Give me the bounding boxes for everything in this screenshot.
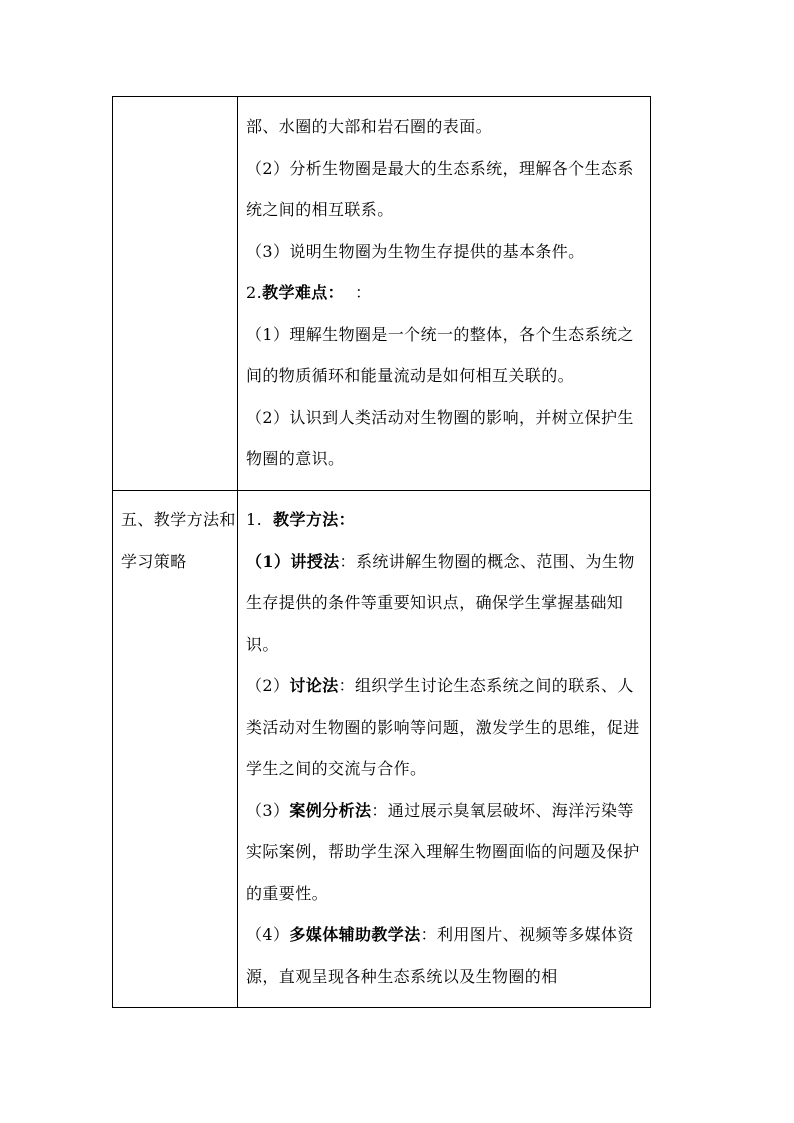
paragraph: （3）说明生物圈为生物生存提供的基本条件。	[246, 241, 585, 261]
paragraph: 部、水圈的大部和岩石圈的表面。	[246, 117, 493, 136]
item-rest: ：组织学生讨论生态系统之间的联系、人类活动对生物圈的影响等问题，激发学生的思维，促进学生之间的交流与合作。	[246, 676, 640, 778]
heading-number: 2.	[246, 283, 263, 302]
left-cell-text	[113, 97, 237, 105]
left-cell-section-title	[113, 491, 238, 1008]
lesson-plan-table	[112, 96, 651, 1008]
item-prefix: （2）	[246, 676, 290, 695]
method-item	[246, 541, 644, 666]
section-title: 五、教学方法和学习策略	[121, 510, 236, 571]
item-rest: ：系统讲解生物圈的概念、范围、为生物生存提供的条件等重要知识点，确保学生掌握基础知识。	[246, 551, 635, 654]
item-prefix: 1.	[246, 510, 274, 529]
heading-rest: ：	[344, 283, 372, 302]
table-row	[113, 491, 651, 1008]
right-cell-methods	[238, 491, 651, 1008]
table-row	[113, 97, 651, 491]
item-bold: 案例分析法	[289, 800, 372, 820]
heading-bold: 教学难点：	[262, 283, 345, 302]
item-prefix: （4）	[246, 925, 290, 944]
item-rest: ：通过展示臭氧层破坏、海洋污染等实际案例，帮助学生深入理解生物圈面临的问题及保护的重要性。	[246, 800, 640, 903]
method-item	[246, 790, 644, 915]
item-bold: 讨论法	[289, 676, 339, 695]
methods-heading	[246, 499, 644, 541]
item-prefix: （3）	[246, 800, 290, 820]
right-cell-objectives	[238, 97, 651, 491]
method-item	[246, 665, 644, 790]
item-bold: （1）讲授法	[246, 551, 340, 571]
left-cell-empty	[113, 97, 238, 491]
difficulty-heading	[246, 272, 644, 314]
method-item	[246, 914, 644, 997]
paragraph: （1）理解生物圈是一个统一的整体，各个生态系统之间的物质循环和能量流动是如何相互关联的。	[246, 324, 634, 385]
item-bold: 多媒体辅助教学法	[289, 925, 421, 944]
paragraph: （2）认识到人类活动对生物圈的影响，并树立保护生物圈的意识。	[246, 407, 634, 468]
paragraph: （2）分析生物圈是最大的生态系统，理解各个生态系统之间的相互联系。	[246, 158, 634, 219]
item-rest: ：利用图片、视频等多媒体资源，直观呈现各种生态系统以及生物圈的相	[246, 925, 634, 986]
item-bold: 教学方法：	[273, 510, 356, 529]
